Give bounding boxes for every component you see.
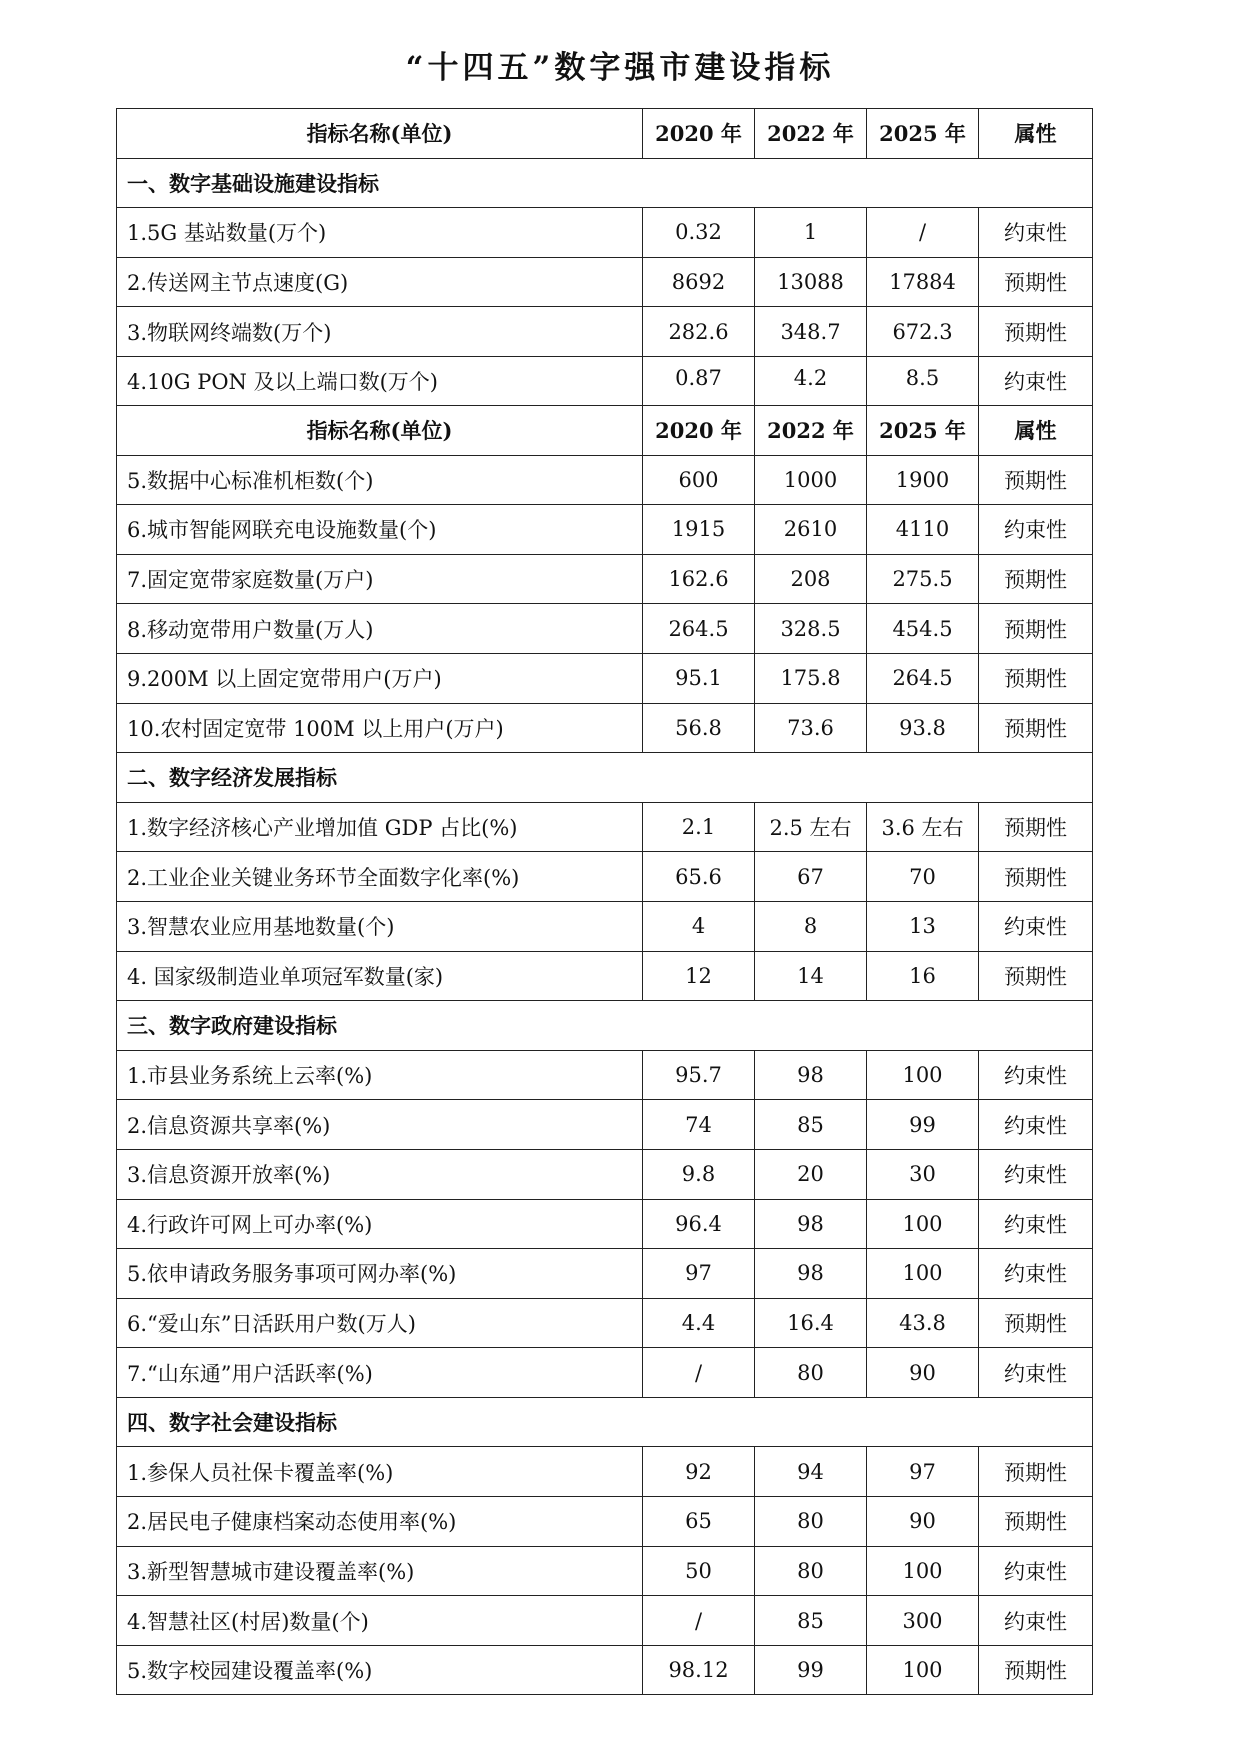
- value-2022: 1000: [755, 455, 867, 505]
- indicator-table-part-2: [116, 405, 1093, 1695]
- header-2022: 2022 年: [755, 109, 867, 159]
- value-2025: /: [867, 208, 979, 258]
- attribute: 预期性: [979, 1645, 1093, 1695]
- value-2022: 80: [755, 1497, 867, 1547]
- attribute: 预期性: [979, 852, 1093, 902]
- value-2020: 97: [643, 1249, 755, 1299]
- value-2020: 65.6: [643, 852, 755, 902]
- table-row: [117, 356, 1093, 408]
- value-2020: 95.1: [643, 653, 755, 703]
- table-row: [117, 1447, 1093, 1497]
- indicator-name: 3.新型智慧城市建设覆盖率(%): [117, 1546, 643, 1596]
- section-title: 四、数字社会建设指标: [117, 1397, 1093, 1447]
- value-2025: 30: [867, 1149, 979, 1199]
- table-row: [117, 901, 1093, 951]
- header-2025: 2025 年: [867, 406, 979, 456]
- value-2020: 95.7: [643, 1050, 755, 1100]
- indicator-name: 1.5G 基站数量(万个): [117, 208, 643, 258]
- value-2022: 98: [755, 1199, 867, 1249]
- table-row: [117, 307, 1093, 357]
- value-2020: 600: [643, 455, 755, 505]
- indicator-name: 9.200M 以上固定宽带用户(万户): [117, 653, 643, 703]
- header-2022: 2022 年: [755, 406, 867, 456]
- attribute: 约束性: [979, 1100, 1093, 1150]
- attribute: 预期性: [979, 653, 1093, 703]
- indicator-name: 4. 国家级制造业单项冠军数量(家): [117, 951, 643, 1001]
- indicator-name: 3.智慧农业应用基地数量(个): [117, 901, 643, 951]
- table-row: [117, 1348, 1093, 1398]
- value-2020: 8692: [643, 257, 755, 307]
- table-row: [117, 554, 1093, 604]
- indicator-name: 5.依申请政务服务事项可网办率(%): [117, 1249, 643, 1299]
- indicator-name: 1.数字经济核心产业增加值 GDP 占比(%): [117, 802, 643, 852]
- header-name: 指标名称(单位): [117, 406, 643, 456]
- value-2020: 92: [643, 1447, 755, 1497]
- table-row: [117, 1298, 1093, 1348]
- table-row: [117, 455, 1093, 505]
- indicator-name: 7.“山东通”用户活跃率(%): [117, 1348, 643, 1398]
- value-2020: 50: [643, 1546, 755, 1596]
- table-row: [117, 505, 1093, 555]
- section-row: [117, 753, 1093, 803]
- indicator-name: 5.数据中心标准机柜数(个): [117, 455, 643, 505]
- value-2022: 85: [755, 1596, 867, 1646]
- value-2022: 80: [755, 1546, 867, 1596]
- header-2020: 2020 年: [643, 406, 755, 456]
- value-2022: 73.6: [755, 703, 867, 753]
- value-2022: 20: [755, 1149, 867, 1199]
- value-2025: 3.6 左右: [867, 802, 979, 852]
- value-2025: 8.5: [867, 356, 979, 408]
- attribute: 约束性: [979, 1546, 1093, 1596]
- attribute: 预期性: [979, 554, 1093, 604]
- table-row: [117, 1199, 1093, 1249]
- indicator-name: 4.智慧社区(村居)数量(个): [117, 1596, 643, 1646]
- value-2022: 99: [755, 1645, 867, 1695]
- table-row: [117, 1497, 1093, 1547]
- value-2020: 56.8: [643, 703, 755, 753]
- indicator-name: 7.固定宽带家庭数量(万户): [117, 554, 643, 604]
- attribute: 预期性: [979, 703, 1093, 753]
- attribute: 预期性: [979, 257, 1093, 307]
- value-2022: 175.8: [755, 653, 867, 703]
- value-2022: 208: [755, 554, 867, 604]
- table-row: [117, 802, 1093, 852]
- attribute: 约束性: [979, 1199, 1093, 1249]
- header-attr: 属性: [979, 109, 1093, 159]
- value-2022: 13088: [755, 257, 867, 307]
- value-2025: 300: [867, 1596, 979, 1646]
- value-2025: 100: [867, 1050, 979, 1100]
- value-2025: 93.8: [867, 703, 979, 753]
- table-row: [117, 604, 1093, 654]
- attribute: 约束性: [979, 1596, 1093, 1646]
- value-2022: 98: [755, 1249, 867, 1299]
- table-row: [117, 1645, 1093, 1695]
- indicator-name: 1.参保人员社保卡覆盖率(%): [117, 1447, 643, 1497]
- value-2020: 65: [643, 1497, 755, 1547]
- indicator-name: 10.农村固定宽带 100M 以上用户(万户): [117, 703, 643, 753]
- value-2020: 4: [643, 901, 755, 951]
- table-row: [117, 208, 1093, 258]
- value-2025: 100: [867, 1249, 979, 1299]
- indicator-name: 3.物联网终端数(万个): [117, 307, 643, 357]
- indicator-name: 4.行政许可网上可办率(%): [117, 1199, 643, 1249]
- value-2020: 96.4: [643, 1199, 755, 1249]
- attribute: 预期性: [979, 455, 1093, 505]
- value-2025: 275.5: [867, 554, 979, 604]
- indicator-name: 6.城市智能网联充电设施数量(个): [117, 505, 643, 555]
- value-2025: 13: [867, 901, 979, 951]
- attribute: 约束性: [979, 1050, 1093, 1100]
- table-row: [117, 1596, 1093, 1646]
- value-2025: 264.5: [867, 653, 979, 703]
- value-2022: 8: [755, 901, 867, 951]
- document-title: “十四五”数字强市建设指标: [405, 50, 835, 86]
- value-2022: 85: [755, 1100, 867, 1150]
- attribute: 预期性: [979, 604, 1093, 654]
- attribute: 预期性: [979, 802, 1093, 852]
- indicator-name: 3.信息资源开放率(%): [117, 1149, 643, 1199]
- attribute: 预期性: [979, 1447, 1093, 1497]
- table-row: [117, 653, 1093, 703]
- indicator-name: 6.“爱山东”日活跃用户数(万人): [117, 1298, 643, 1348]
- value-2022: 2.5 左右: [755, 802, 867, 852]
- value-2025: 43.8: [867, 1298, 979, 1348]
- attribute: 约束性: [979, 505, 1093, 555]
- section-title: 三、数字政府建设指标: [117, 1001, 1093, 1051]
- indicator-table-part-1: [116, 108, 1093, 408]
- value-2020: 12: [643, 951, 755, 1001]
- table-row: [117, 1249, 1093, 1299]
- value-2025: 4110: [867, 505, 979, 555]
- section-title: 一、数字基础设施建设指标: [117, 158, 1093, 208]
- value-2020: /: [643, 1596, 755, 1646]
- table-row: [117, 852, 1093, 902]
- value-2025: 100: [867, 1546, 979, 1596]
- attribute: 约束性: [979, 208, 1093, 258]
- value-2020: 264.5: [643, 604, 755, 654]
- attribute: 约束性: [979, 1149, 1093, 1199]
- value-2020: 0.87: [643, 356, 755, 408]
- header-name: 指标名称(单位): [117, 109, 643, 159]
- value-2025: 100: [867, 1199, 979, 1249]
- value-2020: 1915: [643, 505, 755, 555]
- table-row: [117, 257, 1093, 307]
- table-row: [117, 1100, 1093, 1150]
- section-title: 二、数字经济发展指标: [117, 753, 1093, 803]
- table-row: [117, 703, 1093, 753]
- indicator-name: 8.移动宽带用户数量(万人): [117, 604, 643, 654]
- value-2022: 67: [755, 852, 867, 902]
- value-2022: 348.7: [755, 307, 867, 357]
- value-2020: 0.32: [643, 208, 755, 258]
- header-2020: 2020 年: [643, 109, 755, 159]
- attribute: 预期性: [979, 1497, 1093, 1547]
- value-2025: 454.5: [867, 604, 979, 654]
- section-row: [117, 1001, 1093, 1051]
- value-2025: 90: [867, 1497, 979, 1547]
- indicator-name: 2.居民电子健康档案动态使用率(%): [117, 1497, 643, 1547]
- indicator-name: 2.信息资源共享率(%): [117, 1100, 643, 1150]
- value-2022: 328.5: [755, 604, 867, 654]
- value-2025: 99: [867, 1100, 979, 1150]
- value-2025: 672.3: [867, 307, 979, 357]
- value-2020: /: [643, 1348, 755, 1398]
- value-2022: 94: [755, 1447, 867, 1497]
- table-header-row: [117, 109, 1093, 159]
- header-attr: 属性: [979, 406, 1093, 456]
- value-2020: 74: [643, 1100, 755, 1150]
- table-row: [117, 1050, 1093, 1100]
- value-2025: 17884: [867, 257, 979, 307]
- value-2020: 282.6: [643, 307, 755, 357]
- table-header-row: [117, 406, 1093, 456]
- section-row: [117, 158, 1093, 208]
- value-2025: 90: [867, 1348, 979, 1398]
- indicator-name: 2.传送网主节点速度(G): [117, 257, 643, 307]
- indicator-name: 5.数字校园建设覆盖率(%): [117, 1645, 643, 1695]
- header-2025: 2025 年: [867, 109, 979, 159]
- section-row: [117, 1397, 1093, 1447]
- value-2022: 4.2: [755, 356, 867, 408]
- value-2025: 70: [867, 852, 979, 902]
- value-2025: 1900: [867, 455, 979, 505]
- attribute: 约束性: [979, 901, 1093, 951]
- value-2025: 16: [867, 951, 979, 1001]
- value-2020: 98.12: [643, 1645, 755, 1695]
- value-2022: 16.4: [755, 1298, 867, 1348]
- value-2025: 97: [867, 1447, 979, 1497]
- value-2022: 14: [755, 951, 867, 1001]
- value-2020: 2.1: [643, 802, 755, 852]
- value-2022: 80: [755, 1348, 867, 1398]
- value-2022: 2610: [755, 505, 867, 555]
- value-2020: 162.6: [643, 554, 755, 604]
- attribute: 预期性: [979, 1298, 1093, 1348]
- indicator-name: 2.工业企业关键业务环节全面数字化率(%): [117, 852, 643, 902]
- indicator-name: 4.10G PON 及以上端口数(万个): [117, 356, 643, 408]
- attribute: 约束性: [979, 356, 1093, 408]
- attribute: 预期性: [979, 307, 1093, 357]
- attribute: 约束性: [979, 1348, 1093, 1398]
- table-row: [117, 951, 1093, 1001]
- value-2025: 100: [867, 1645, 979, 1695]
- value-2020: 9.8: [643, 1149, 755, 1199]
- table-row: [117, 1149, 1093, 1199]
- attribute: 预期性: [979, 951, 1093, 1001]
- value-2020: 4.4: [643, 1298, 755, 1348]
- value-2022: 98: [755, 1050, 867, 1100]
- attribute: 约束性: [979, 1249, 1093, 1299]
- value-2022: 1: [755, 208, 867, 258]
- indicator-name: 1.市县业务系统上云率(%): [117, 1050, 643, 1100]
- table-row: [117, 1546, 1093, 1596]
